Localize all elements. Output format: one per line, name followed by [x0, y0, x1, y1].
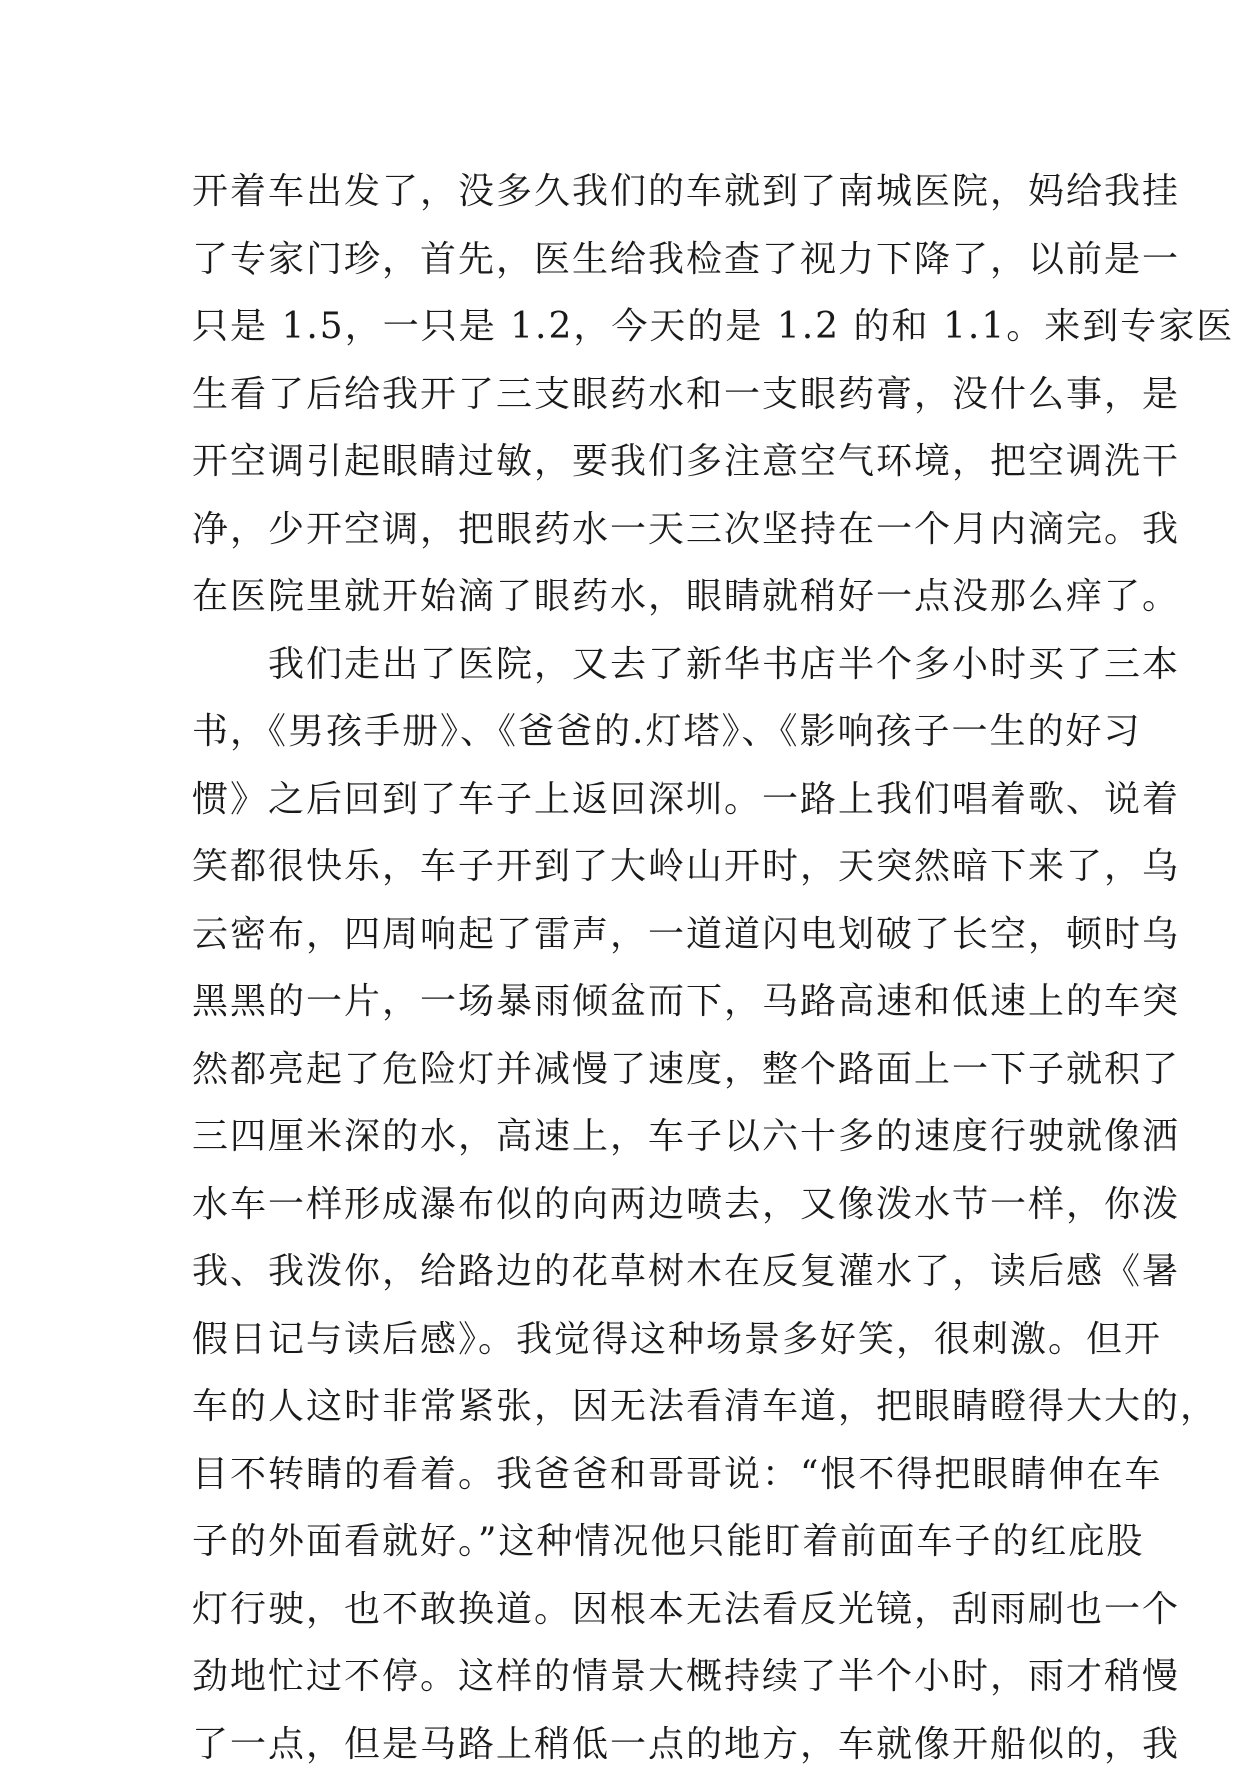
- text-line: 我、我泼你，给路边的花草树木在反复灌水了，读后感《暑: [192, 1238, 1062, 1306]
- text-line: 黑黑的一片，一场暴雨倾盆而下，马路高速和低速上的车突: [192, 968, 1062, 1036]
- text-line: 然都亮起了危险灯并减慢了速度，整个路面上一下子就积了: [192, 1036, 1062, 1104]
- text-line: 云密布，四周响起了雷声，一道道闪电划破了长空，顿时乌: [192, 901, 1062, 969]
- text-line: 笑都很快乐，车子开到了大岭山开时，天突然暗下来了，乌: [192, 833, 1062, 901]
- text-line: 三四厘米深的水，高速上，车子以六十多的速度行驶就像洒: [192, 1103, 1062, 1171]
- text-line: 惯》之后回到了车子上返回深圳。一路上我们唱着歌、说着: [192, 766, 1062, 834]
- text-line: 了专家门珍，首先，医生给我检查了视力下降了，以前是一: [192, 226, 1062, 294]
- text-line: 开空调引起眼睛过敏，要我们多注意空气环境，把空调洗干: [192, 428, 1062, 496]
- text-line: 灯行驶，也不敢换道。因根本无法看反光镜，刮雨刷也一个: [192, 1576, 1062, 1644]
- text-line: 开着车出发了，没多久我们的车就到了南城医院，妈给我挂: [192, 158, 1062, 226]
- text-line: 了一点，但是马路上稍低一点的地方，车就像开船似的，我: [192, 1711, 1062, 1778]
- text-line: 书，《男孩手册》、《爸爸的.灯塔》、《影响孩子一生的好习: [192, 698, 1062, 766]
- text-line: 水车一样形成瀑布似的向两边喷去，又像泼水节一样，你泼: [192, 1171, 1062, 1239]
- paragraph-start-line: 我们走出了医院，又去了新华书店半个多小时买了三本: [192, 631, 1062, 699]
- body-text: [192, 158, 1062, 1778]
- text-line: 只是 1.5，一只是 1.2，今天的是 1.2 的和 1.1。来到专家医: [192, 293, 1062, 361]
- text-line: 子的外面看就好。”这种情况他只能盯着前面车子的红庇股: [192, 1508, 1062, 1576]
- text-line: 劲地忙过不停。这样的情景大概持续了半个小时，雨才稍慢: [192, 1643, 1062, 1711]
- text-line: 生看了后给我开了三支眼药水和一支眼药膏，没什么事，是: [192, 361, 1062, 429]
- text-line: 目不转睛的看着。我爸爸和哥哥说：“恨不得把眼睛伸在车: [192, 1441, 1062, 1509]
- text-line: 净，少开空调，把眼药水一天三次坚持在一个月内滴完。我: [192, 496, 1062, 564]
- text-line: 假日记与读后感》。我觉得这种场景多好笑，很刺激。但开: [192, 1306, 1062, 1374]
- text-line: 在医院里就开始滴了眼药水，眼睛就稍好一点没那么痒了。: [192, 563, 1062, 631]
- text-line: 车的人这时非常紧张，因无法看清车道，把眼睛瞪得大大的，: [192, 1373, 1062, 1441]
